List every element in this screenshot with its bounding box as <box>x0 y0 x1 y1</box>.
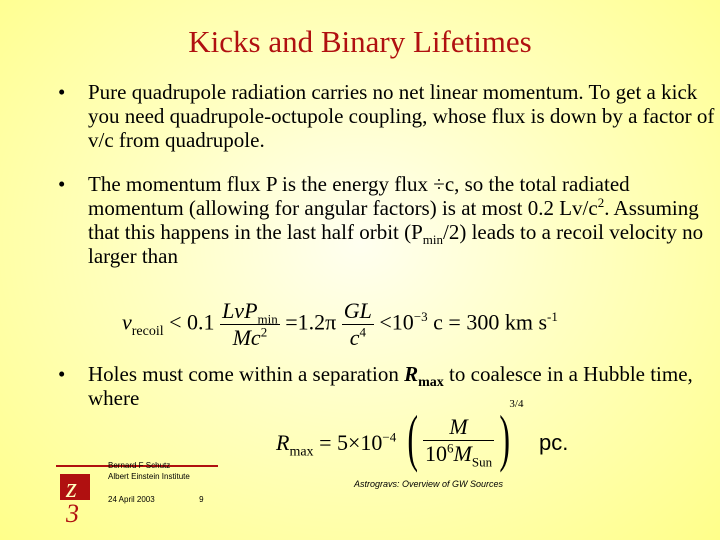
eq2-den-sup: 6 <box>447 440 454 456</box>
eq2-den-sub: Sun <box>471 453 493 469</box>
eq1-den1: Mc <box>232 325 261 350</box>
footer-page: 9 <box>199 495 204 504</box>
bullet-dot: • <box>58 362 66 386</box>
eq1-den2-sup: 4 <box>359 324 366 340</box>
bullet-2-part3: . Assuming that this happens in the last half orbit (P <box>88 196 699 244</box>
bullet-dot: • <box>58 172 66 196</box>
eq1-num1-sub: min <box>257 311 278 327</box>
eq1-lhs: v <box>122 309 132 335</box>
eq2-eq-sup: −4 <box>382 429 397 445</box>
eq1-tail2: c = 300 km s <box>427 309 548 335</box>
eq2-lhs: R <box>276 430 290 455</box>
eq1-tail-sup: −3 <box>413 309 428 325</box>
divide-symbol: ÷ <box>433 172 445 196</box>
eq1-frac1 <box>220 298 280 351</box>
footer-author-block <box>108 460 204 505</box>
bullet-dot: • <box>58 80 66 104</box>
left-paren: ( <box>407 402 418 473</box>
eq1-tail2-sup: -1 <box>547 309 558 325</box>
eq2-eq: = 5×10 <box>319 430 383 455</box>
bullet-2 <box>58 172 720 268</box>
eq1-frac2 <box>342 298 374 351</box>
eq1-den2: c <box>349 325 360 350</box>
bullet-1-text: Pure quadrupole radiation carries no net linear momentum. To get a kick you need quadrupole-octupole coupling, whose flux is down by a factor of v/c from quadrupole. <box>88 80 715 152</box>
eq1-tail: <10 <box>379 309 414 335</box>
eq2-frac <box>423 414 494 467</box>
footer-date: 24 April 2003 <box>108 495 155 504</box>
rmax-equation <box>276 398 569 473</box>
eq2-den-m: M <box>453 440 472 466</box>
bullet-3-r: R <box>404 362 419 386</box>
bullet-3-part2: to coalesce in a Hubble time, where <box>88 362 693 410</box>
slide-title: Kicks and Binary Lifetimes <box>188 24 532 59</box>
eq2-num: M <box>449 413 468 439</box>
right-paren: ) <box>499 402 511 473</box>
bullet-2-sup: 2 <box>597 195 605 210</box>
svg-text:z: z <box>66 473 77 504</box>
bullet-2-part2: c, so the total radiated momentum (allowing for angular factors) is at most 0.2 Lv/c <box>88 172 630 220</box>
eq2-exp: 3/4 <box>509 398 524 410</box>
eq1-lt: < 0.1 <box>169 309 215 335</box>
eq1-mid: =1.2π <box>285 309 337 335</box>
eq2-den: 10 <box>425 440 448 466</box>
bullet-3-part1: Holes must come within a separation <box>88 362 405 386</box>
eq2-lhs-sub: max <box>289 444 314 460</box>
eq1-den1-sup: 2 <box>260 324 268 340</box>
footer-talk-title: Astrogravs: Overview of GW Sources <box>354 479 504 489</box>
eq2-unit: pc. <box>538 430 569 455</box>
bullet-2-part1: The momentum flux P is the energy flux <box>88 172 434 196</box>
eq1-num2: GL <box>343 298 372 323</box>
eq1-lhs-sub: recoil <box>131 323 164 339</box>
recoil-equation <box>122 298 558 351</box>
bullet-2-sub: min <box>422 232 444 248</box>
bullet-2-part4: /2) leads to a recoil velocity no larger than <box>88 220 704 268</box>
aei-logo-icon <box>56 468 102 526</box>
footer-institute: Albert Einstein Institute <box>108 472 190 481</box>
eq1-num1: LvP <box>222 298 258 323</box>
svg-text:3: 3 <box>66 499 79 526</box>
bullet-3-r-sub: max <box>418 375 444 391</box>
footer-author: Bernard F Schutz <box>108 461 171 470</box>
bullet-1 <box>58 80 720 152</box>
